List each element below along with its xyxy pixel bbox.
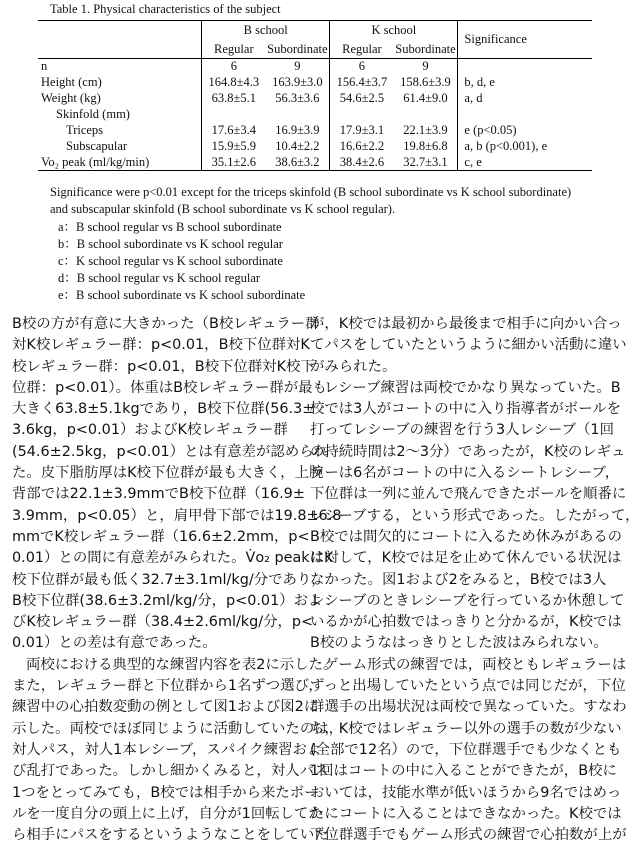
cell-value <box>330 107 394 123</box>
cell-value: 38.4±2.6 <box>330 155 394 171</box>
text-line: 校レギュラー群：p<0.01，B校下位群対K校下 <box>12 358 315 375</box>
cell-value: 17.9±3.1 <box>330 123 394 139</box>
cell-value: 38.6±3.2 <box>265 155 329 171</box>
text-line: 校では3人がコートの中に入り指導者がボールを <box>310 401 622 418</box>
text-line: 示した。両校でほぼ同じように活動していたのは， <box>12 720 343 737</box>
table-row <box>38 75 592 91</box>
text-line: ち，K校ではレギュラー以外の選手の数が少ない <box>310 720 622 737</box>
cell-value <box>265 107 329 123</box>
cell-value: 63.8±5.1 <box>202 91 266 107</box>
text-line: 0.01）との間に有意差がみられた。V̇o₂ peakはK <box>12 550 334 567</box>
cell-significance: b, d, e <box>458 75 592 91</box>
text-line: びK校レギュラー群（38.4±2.6ml/kg/分，p< <box>12 614 314 631</box>
cell-value: 17.6±3.4 <box>202 123 266 139</box>
text-line: 対K校レギュラー群：p<0.01，B校下位群対K <box>12 337 310 354</box>
row-label: Height (cm) <box>41 75 102 89</box>
text-line: 1つをとってみても，B校では相手から来たボー <box>12 784 319 801</box>
text-line: B校では間欠的にコートに入るため休みがあるの <box>310 528 623 545</box>
legend-item: c：K school regular vs K school subordinate <box>58 254 283 268</box>
text-line: てパスをしていたというように細かい活動に違い <box>310 337 627 354</box>
legend-item: e：B school subordinate vs K school subordinate <box>58 288 306 302</box>
characteristics-table <box>38 20 592 171</box>
text-line: (全部で12名）ので，下位群選手でも少なくとも <box>310 741 622 758</box>
cell-value: 158.6±3.9 <box>400 75 451 89</box>
text-line: いるかが心拍数ではっきりと分かるが，K校では <box>310 614 622 631</box>
table-row <box>38 91 592 107</box>
group-header: Regular <box>330 40 394 59</box>
text-line: 3.9mm，p<0.05）と，肩甲骨下部では19.8±6.8 <box>12 507 342 524</box>
cell-significance <box>458 59 592 75</box>
cell-value: 156.4±3.7 <box>330 75 394 91</box>
row-label: Triceps <box>66 123 104 137</box>
cell-value: 6 <box>330 59 394 75</box>
text-line: び乱打であった。しかし細かくみると，対人パス <box>12 763 329 780</box>
table-row <box>38 59 592 75</box>
cell-value: 15.9±5.9 <box>202 139 266 155</box>
text-line: レシーブ練習は両校でかなり異なっていた。B <box>324 379 621 396</box>
table-header-blank <box>38 21 202 59</box>
text-line: B校のようなはっきりとした波はみられない。 <box>310 635 608 652</box>
text-line: に対して，K校では足を止めて休んでいる状況は <box>310 550 622 567</box>
text-line: レシーブのときレシーブを行っているか休憩して <box>310 592 625 609</box>
cell-significance: e (p<0.05) <box>458 123 592 139</box>
text-line: 対人パス，対人1本レシーブ，スパイク練習およ <box>12 741 322 758</box>
text-line: 大きく63.8±5.1kgであり，B校下位群(56.3± <box>12 401 315 418</box>
text-line: た。皮下脂肪厚はK校下位群が最も大きく，上腕 <box>12 465 324 482</box>
text-line: 0.01）との差は有意であった。 <box>12 635 217 652</box>
text-line: また，レギュラー群と下位群から1名ずつ選び， <box>12 678 323 695</box>
cell-value: 35.1±2.6 <box>202 155 266 171</box>
text-line: なかった。図1および2をみると，B校では3人 <box>310 571 607 588</box>
body-column-left <box>12 314 343 846</box>
legend-item: d：B school regular vs K school regular <box>58 271 261 285</box>
cell-value: 22.1±3.9 <box>403 123 448 137</box>
row-label: Subscapular <box>66 139 128 153</box>
text-line: 下位群選手でもゲーム形式の練習で心拍数が上が <box>310 827 627 844</box>
significance-header: Significance <box>458 21 592 59</box>
text-line: mmでK校レギュラー群（16.6±2.2mm，p< <box>12 528 310 545</box>
cell-value: 164.8±4.3 <box>202 75 266 91</box>
paragraph <box>12 314 342 655</box>
table-row <box>38 107 592 123</box>
text-line: 打ってレシーブの練習を行う3人レシーブ（1回 <box>310 422 614 439</box>
text-line: 下位群は一列に並んで飛んできたボールを順番に <box>310 486 627 503</box>
cell-value: 32.7±3.1 <box>394 155 458 171</box>
legend-item: a：B school regular vs B school subordinate <box>58 220 282 234</box>
table-row <box>38 139 592 155</box>
row-label: Weight (kg) <box>41 91 101 105</box>
text-line: 両校における典型的な練習内容を表2に示した。 <box>26 656 338 673</box>
table-row <box>38 123 592 139</box>
cell-value: 54.6±2.5 <box>330 91 394 107</box>
cell-value: 16.6±2.2 <box>330 139 394 155</box>
cell-value: 6 <box>202 59 266 75</box>
cell-significance: a, b (p<0.001), e <box>458 139 592 155</box>
cell-value: 9 <box>265 59 329 75</box>
group-header: Subordinate <box>267 41 328 56</box>
text-line: ずっと出場していたという点では同じだが，下位 <box>310 678 626 695</box>
cell-significance <box>458 107 592 123</box>
row-label: Skinfold (mm) <box>56 107 130 121</box>
school-header-k: K school <box>330 21 458 41</box>
text-line: B校の方が有意に大きかった（B校レギュラー群 <box>12 316 320 332</box>
text-line: の持続時間は2〜3分）であったが，K校のレギュ <box>310 443 626 460</box>
text-line: たにコートに入ることはできなかった。K校では <box>310 805 622 822</box>
text-line: 校下位群が最も低く32.7±3.1ml/kg/分であり， <box>12 571 326 588</box>
table-header-schools <box>38 21 592 41</box>
text-line: が，K校では最初から最後まで相手に向かい合っ <box>310 316 622 332</box>
text-line: おいては，技能水準が低いほうから9名ではめっ <box>310 784 622 801</box>
table-footnote <box>50 184 580 304</box>
paragraph <box>12 655 343 846</box>
cell-value <box>394 107 458 123</box>
cell-value: 19.8±6.8 <box>403 139 448 153</box>
cell-significance: c, e <box>458 155 592 171</box>
text-line: (54.6±2.5kg，p<0.01）とは有意差が認められ <box>12 443 328 460</box>
cell-value: 163.9±3.0 <box>272 75 323 89</box>
text-line: ら相手にパスをするというようなことをしていた <box>12 827 329 844</box>
cell-value <box>202 107 266 123</box>
cell-value: 56.3±3.6 <box>275 91 320 105</box>
text-line: 練習中の心拍数変動の例として図1および図2に <box>12 699 319 716</box>
paragraph <box>310 378 639 655</box>
text-line: レシーブする，という形式であった。したがって， <box>310 507 639 524</box>
text-line: 3.6kg，p<0.01）およびK校レギュラー群 <box>12 422 288 439</box>
comparison-legend <box>50 219 580 304</box>
table-row <box>38 155 592 171</box>
legend-item: b：B school subordinate vs K school regular <box>58 237 283 251</box>
row-label: Vo₂ peak (ml/kg/min) <box>38 155 202 171</box>
text-line: 位群：p<0.01）。体重はB校レギュラー群が最も <box>12 379 327 396</box>
group-header: Regular <box>202 40 266 59</box>
row-label: n <box>38 59 202 75</box>
cell-significance: a, d <box>458 91 592 107</box>
cell-value: 10.4±2.2 <box>275 139 320 153</box>
text-line: がみられた。 <box>310 358 397 375</box>
text-line: B校下位群(38.6±3.2ml/kg/分，p<0.01）およ <box>12 592 323 609</box>
table-caption: Table 1. Physical characteristics of the subject <box>50 2 281 16</box>
text-line: 1回はコートの中に入ることができたが，B校に <box>310 763 617 780</box>
text-line: 群選手の出場状況は両校で異なっていた。すなわ <box>310 699 627 716</box>
school-header-b: B school <box>202 21 330 41</box>
cell-value: 16.9±3.9 <box>275 123 320 137</box>
body-column-right <box>310 314 639 846</box>
text-line: ルを一度自分の頭上に上げ，自分が1回転してか <box>12 805 323 822</box>
cell-value: 9 <box>394 59 458 75</box>
paragraph <box>310 314 627 378</box>
text-line: ゲーム形式の練習では，両校ともレギュラーは <box>324 656 627 673</box>
text-line: 背部では22.1±3.9mmでB校下位群（16.9± <box>12 486 305 503</box>
significance-note: Significance were p<0.01 except for the triceps skinfold (B school subordinate vs K school subordinate) and subscapular skinfold (B school subordinate vs K school regular). <box>50 185 572 216</box>
paragraph <box>310 655 627 846</box>
cell-value: 61.4±9.0 <box>403 91 448 105</box>
text-line: ラーは6名がコートの中に入るシートレシーブ， <box>310 465 620 482</box>
group-header: Subordinate <box>395 41 456 56</box>
